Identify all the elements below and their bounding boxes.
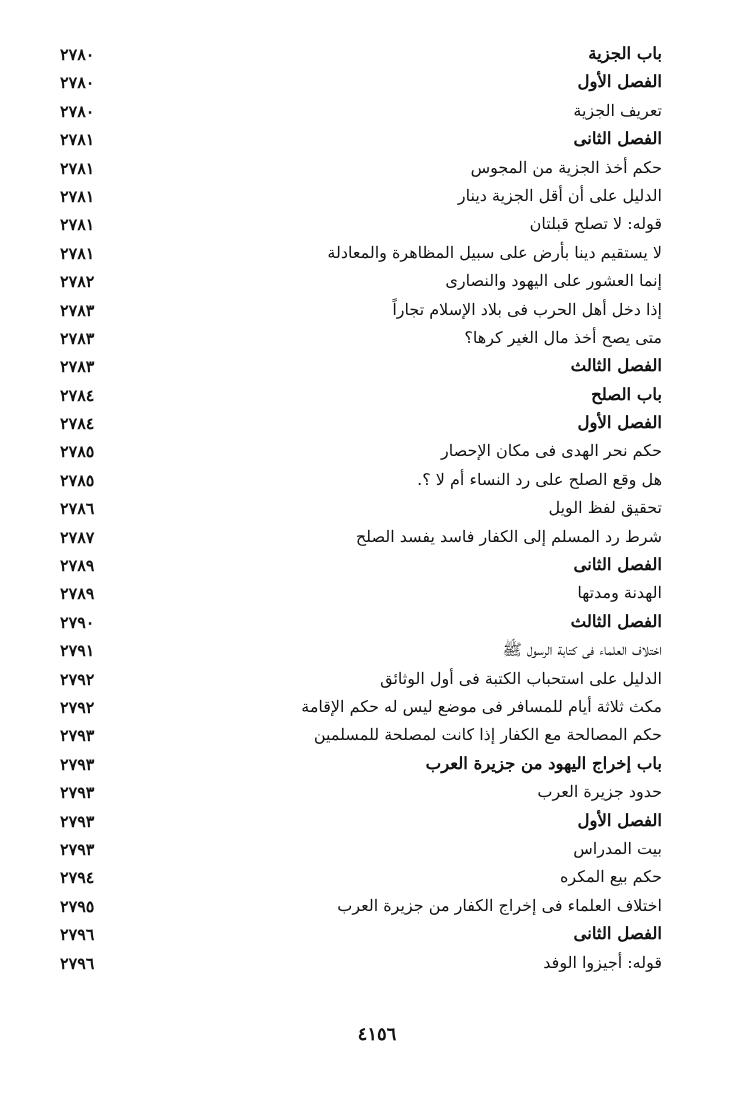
toc-entry <box>60 496 662 524</box>
toc-page-number: ٢٧٨٥ <box>60 470 95 490</box>
toc-entry-title: اختلاف العلماء فى إخراج الكفار من جزيرة العرب <box>337 895 662 915</box>
toc-page-number: ٢٧٨٩ <box>60 584 95 604</box>
toc-page-number: ٢٧٨١ <box>60 186 95 206</box>
toc-entry <box>60 752 662 780</box>
toc-entry-title: حكم أخذ الجزية من المجوس <box>470 157 662 177</box>
toc-heading-title: الفصل الثانى <box>573 555 662 575</box>
toc-entry <box>60 667 662 695</box>
toc-entry <box>60 809 662 837</box>
toc-entry-title: إذا دخل أهل الحرب فى بلاد الإسلام تجاراً <box>392 299 662 319</box>
toc-entry <box>60 695 662 723</box>
toc-entry-title: شرط رد المسلم إلى الكفار فاسد يفسد الصلح <box>355 526 662 546</box>
toc-entry <box>60 865 662 893</box>
toc-page-number: ٢٧٨٣ <box>60 357 95 377</box>
toc-page-number: ٢٧٨٠ <box>60 73 95 93</box>
toc-heading-title: باب الجزية <box>588 44 662 63</box>
toc-entry <box>60 298 662 326</box>
toc-entry <box>60 127 662 155</box>
toc-entry <box>60 383 662 411</box>
toc-entry-title: حكم بيع المكره <box>560 867 662 887</box>
toc-page-number: ٢٧٨٣ <box>60 328 95 348</box>
toc-entry <box>60 99 662 127</box>
toc-entry <box>60 156 662 184</box>
toc-entry <box>60 553 662 581</box>
toc-page-number: ٢٧٩٦ <box>60 953 95 973</box>
toc-entry-title: تعريف الجزية <box>573 100 662 120</box>
toc-page-number: ٢٧٩٦ <box>60 925 95 945</box>
toc-entry <box>60 70 662 98</box>
toc-page-number: ٢٧٨١ <box>60 243 95 263</box>
toc-page-number: ٢٧٩٣ <box>60 726 95 746</box>
toc-entry-title: حكم المصالحة مع الكفار إذا كانت لمصلحة للمسلمين <box>313 725 662 745</box>
toc-page-number: ٢٧٨١ <box>60 158 95 178</box>
toc-entry <box>60 780 662 808</box>
toc-page-number: ٢٧٩٢ <box>60 669 95 689</box>
toc-entry-title: اختلاف العلماء فى كتابة الرسول ﷺ <box>502 640 662 660</box>
toc-entry-title: قوله: أجيزوا الوفد <box>543 952 662 972</box>
toc-page-number: ٢٧٨٥ <box>60 442 95 462</box>
toc-heading-title: الفصل الأول <box>577 810 662 830</box>
toc-page-number: ٢٧٩٤ <box>60 868 95 888</box>
toc-page-number: ٢٧٨٧ <box>60 527 95 547</box>
toc-entry <box>60 212 662 240</box>
toc-entry <box>60 894 662 922</box>
toc-page-number: ٢٧٩٣ <box>60 783 95 803</box>
toc-heading-title: الفصل الثانى <box>573 129 662 149</box>
toc-page-number: ٢٧٩٣ <box>60 839 95 859</box>
toc-heading-title: الفصل الثانى <box>573 924 662 944</box>
toc-entry-title: الدليل على استحباب الكتبة فى أول الوثائق <box>380 668 662 688</box>
toc-entry <box>60 184 662 212</box>
toc-entry-title: هل وقع الصلح على رد النساء أم لا ؟. <box>417 469 662 489</box>
toc-entry <box>60 411 662 439</box>
toc-entry-title: متى يصح أخذ مال الغير كرها؟ <box>464 327 662 347</box>
toc-page-number: ٢٧٨٠ <box>60 101 95 121</box>
toc-page-number: ٢٧٨٣ <box>60 300 95 320</box>
toc-page-number: ٢٧٩٠ <box>60 612 95 632</box>
toc-page-number: ٢٧٩١ <box>60 641 95 661</box>
toc-entry <box>60 610 662 638</box>
toc-page-number: ٢٧٩٢ <box>60 697 95 717</box>
toc-page-number: ٢٧٨١ <box>60 130 95 150</box>
toc-heading-title: الفصل الأول <box>577 72 662 92</box>
toc-entry <box>60 241 662 269</box>
toc-entry <box>60 354 662 382</box>
toc-page-number: ٢٧٨٩ <box>60 556 95 576</box>
toc-page-number: ٢٧٨٦ <box>60 499 95 519</box>
toc-entry <box>60 581 662 609</box>
page-number: ٤١٥٦ <box>357 1024 397 1045</box>
toc-page-number: ٢٧٨١ <box>60 215 95 235</box>
toc-heading-title: باب إخراج اليهود من جزيرة العرب <box>425 753 662 773</box>
toc-page-number: ٢٧٨٢ <box>60 272 95 292</box>
toc-heading-title: الفصل الأول <box>577 413 662 433</box>
toc-entry-title: حدود جزيرة العرب <box>537 782 662 802</box>
toc-entry-title: لا يستقيم دينا بأرض على سبيل المظاهرة والمعادلة <box>327 242 662 262</box>
toc-page-number: ٢٧٩٣ <box>60 811 95 831</box>
toc-entry-title: تحقيق لفظ الويل <box>548 498 662 518</box>
toc-entry-title: بيت المدراس <box>573 838 662 858</box>
toc-entry <box>60 951 662 979</box>
toc-page-number: ٢٧٩٣ <box>60 754 95 774</box>
toc-entry <box>60 439 662 467</box>
toc-heading-title: باب الصلح <box>591 384 662 404</box>
toc-entry-title: قوله: لا تصلح قبلتان <box>529 214 662 234</box>
toc-entry <box>60 638 662 666</box>
toc-entry-title: الهدنة ومدتها <box>577 583 662 603</box>
toc-entry-title: حكم نحر الهدى فى مكان الإحصار <box>441 441 662 461</box>
toc-page-number: ٢٧٩٥ <box>60 896 95 916</box>
toc-page-number: ٢٧٨٤ <box>60 414 95 434</box>
toc-entry <box>60 468 662 496</box>
toc-entry <box>60 922 662 950</box>
toc-entry <box>60 525 662 553</box>
table-of-contents <box>60 42 662 979</box>
toc-entry <box>60 269 662 297</box>
toc-entry-title: مكث ثلاثة أيام للمسافر فى موضع ليس له حكم الإقامة <box>301 696 662 716</box>
toc-entry <box>60 723 662 751</box>
toc-page-number: ٢٧٨٤ <box>60 385 95 405</box>
toc-entry-title: الدليل على أن أقل الجزية دينار <box>457 185 662 205</box>
toc-heading-title: الفصل الثالث <box>570 356 662 376</box>
toc-entry-title: إنما العشور على اليهود والنصارى <box>445 271 662 291</box>
toc-entry <box>60 326 662 354</box>
toc-heading-title: الفصل الثالث <box>570 611 662 631</box>
toc-entry <box>60 42 662 70</box>
toc-page-number: ٢٧٨٠ <box>60 45 95 64</box>
toc-entry <box>60 837 662 865</box>
